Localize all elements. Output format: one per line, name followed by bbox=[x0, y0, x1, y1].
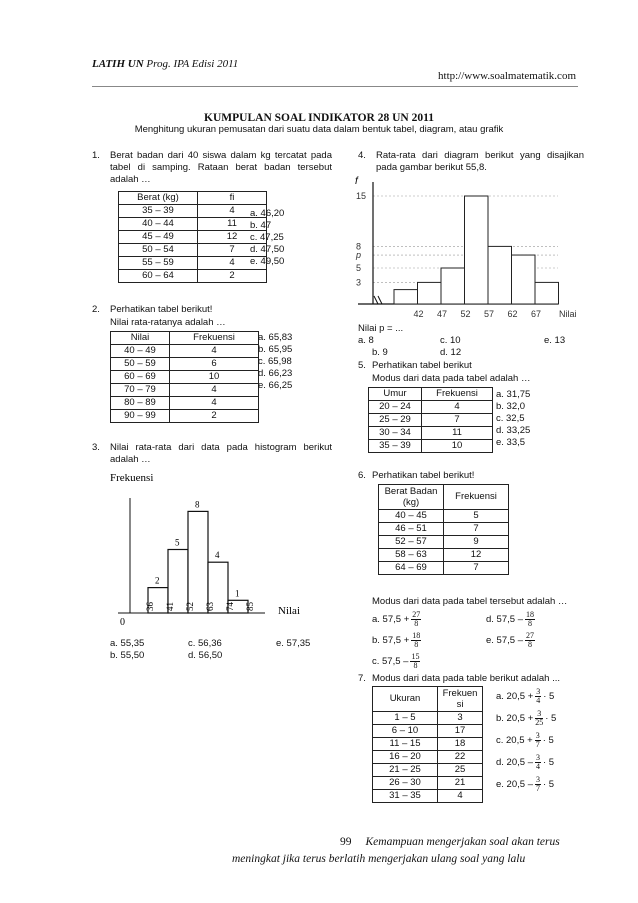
q4-bar bbox=[441, 268, 465, 304]
fraction-denominator: 25 bbox=[535, 718, 544, 727]
q2-options bbox=[258, 332, 292, 392]
q6-option-d[interactable] bbox=[486, 611, 537, 628]
header-left: LATIH UN Prog. IPA Edisi 2011 bbox=[92, 58, 239, 70]
fraction bbox=[411, 611, 421, 628]
option-tail: · 5 bbox=[545, 713, 557, 725]
table-cell: 18 bbox=[438, 738, 483, 751]
q4-histogram bbox=[350, 172, 590, 320]
table-cell: 4 bbox=[438, 790, 483, 803]
option-label: c. 57,5 – bbox=[372, 656, 409, 668]
option-b[interactable]: b. 47 bbox=[250, 220, 272, 231]
q4-y-tick: 3 bbox=[356, 277, 362, 288]
table-cell: 50 – 59 bbox=[111, 358, 170, 371]
q1-header-berat: Berat (kg) bbox=[119, 192, 198, 205]
option-d[interactable]: d. 33,25 bbox=[496, 425, 531, 436]
q3-bar-label: 8 bbox=[195, 499, 200, 510]
q6-option-a[interactable] bbox=[372, 611, 423, 628]
q3-options-col2 bbox=[188, 638, 222, 662]
q7-option-a[interactable] bbox=[496, 688, 554, 705]
option-label: d. 57,5 – bbox=[486, 614, 523, 626]
table-cell: 4 bbox=[170, 384, 259, 397]
q4-ylabel: f bbox=[355, 176, 358, 187]
q3-number: 3. bbox=[92, 442, 100, 453]
q6-header-berat: Berat Badan (kg) bbox=[379, 485, 444, 510]
fraction-numerator: 18 bbox=[412, 631, 421, 640]
q3-x-tick: 41 bbox=[165, 602, 175, 611]
fraction-denominator: 8 bbox=[414, 640, 419, 649]
q3-option-e[interactable]: e. 57,35 bbox=[276, 638, 311, 649]
fraction-denominator: 8 bbox=[527, 619, 532, 628]
q1-options bbox=[250, 208, 284, 268]
option-a[interactable]: a. 65,83 bbox=[258, 332, 293, 343]
q1-header-fi: fi bbox=[198, 192, 267, 205]
option-a[interactable]: a. 55,35 bbox=[110, 638, 145, 649]
option-tail: · 5 bbox=[543, 691, 555, 703]
q1-text: Berat badan dari 40 siswa dalam kg tercatat pada tabel di samping. Rataan berat badan tersebut adalah … bbox=[110, 150, 332, 185]
q3-xlabel: Nilai bbox=[278, 605, 300, 617]
q2-header-nilai: Nilai bbox=[111, 332, 170, 345]
page-subtitle: Menghitung ukuran pemusatan dari suatu data dalam bentuk tabel, diagram, atau grafik bbox=[134, 124, 504, 135]
table-cell: 11 bbox=[198, 218, 267, 231]
q5-header-umur: Umur bbox=[369, 388, 422, 401]
table-cell: 58 – 63 bbox=[379, 549, 444, 562]
table-cell: 25 bbox=[438, 764, 483, 777]
q3-bar-label: 5 bbox=[175, 537, 180, 548]
table-cell: 1 – 5 bbox=[373, 712, 438, 725]
page-title: KUMPULAN SOAL INDIKATOR 28 UN 2011 bbox=[204, 112, 434, 124]
q3-bar-label: 4 bbox=[215, 550, 220, 561]
option-label: e. 20,5 – bbox=[496, 779, 533, 791]
fraction-denominator: 8 bbox=[413, 661, 418, 670]
q3-x-tick: 52 bbox=[185, 602, 195, 611]
table-cell: 4 bbox=[198, 257, 267, 270]
header-url[interactable]: http://www.soalmatematik.com bbox=[438, 70, 576, 82]
option-e[interactable]: e. 33,5 bbox=[496, 437, 526, 448]
option-a[interactable]: a. 46,20 bbox=[250, 208, 285, 219]
q3-text: Nilai rata-rata dari data pada histogram berikut adalah … bbox=[110, 442, 332, 465]
table-cell: 60 – 64 bbox=[119, 270, 198, 283]
table-cell: 7 bbox=[422, 414, 493, 427]
table-cell: 7 bbox=[198, 244, 267, 257]
table-cell: 7 bbox=[444, 562, 509, 575]
q1-number: 1. bbox=[92, 150, 100, 161]
q6-question: Modus dari data pada tabel tersebut adalah … bbox=[372, 596, 568, 607]
q6-text: Perhatikan tabel berikut! bbox=[372, 470, 475, 481]
option-d[interactable]: d. 47,50 bbox=[250, 244, 285, 255]
table-cell: 40 – 44 bbox=[119, 218, 198, 231]
q3-bar-label: 2 bbox=[155, 575, 160, 586]
footer-line2: meningkat jika terus berlatih mengerjakan ulang soal yang lalu bbox=[232, 853, 526, 865]
table-cell: 10 bbox=[422, 440, 493, 453]
table-cell: 46 – 51 bbox=[379, 523, 444, 536]
table-cell: 4 bbox=[170, 397, 259, 410]
table-cell: 17 bbox=[438, 725, 483, 738]
table-cell: 12 bbox=[444, 549, 509, 562]
q2-text2: Nilai rata-ratanya adalah … bbox=[110, 317, 226, 328]
fraction bbox=[535, 776, 541, 793]
q7-option-d[interactable] bbox=[496, 754, 554, 771]
q4-y-tick: 15 bbox=[356, 191, 367, 201]
option-tail: · 5 bbox=[542, 779, 555, 791]
q7-option-e[interactable] bbox=[496, 776, 554, 793]
q4-x-tick: 52 bbox=[460, 309, 471, 319]
table-cell: 45 – 49 bbox=[119, 231, 198, 244]
fraction-denominator: 4 bbox=[535, 762, 540, 771]
q6-option-b[interactable] bbox=[372, 632, 423, 649]
table-cell: 5 bbox=[444, 510, 509, 523]
table-cell: 16 – 20 bbox=[373, 751, 438, 764]
option-e[interactable]: e. 49,50 bbox=[250, 256, 285, 267]
q4-option-c[interactable]: c. 10 bbox=[440, 335, 461, 346]
q4-x-tick: 42 bbox=[413, 309, 424, 319]
option-tail: · 5 bbox=[542, 735, 554, 747]
fraction-numerator: 18 bbox=[525, 610, 534, 619]
q4-axis-break-icon bbox=[374, 296, 382, 304]
option-label: b. 57,5 + bbox=[372, 635, 410, 647]
table-cell: 4 bbox=[170, 345, 259, 358]
table-cell: 4 bbox=[198, 205, 267, 218]
fraction-numerator: 3 bbox=[535, 731, 540, 740]
fraction-denominator: 8 bbox=[527, 640, 532, 649]
table-cell: 25 – 29 bbox=[369, 414, 422, 427]
table-cell: 4 bbox=[422, 401, 493, 414]
table-cell: 6 – 10 bbox=[373, 725, 438, 738]
fraction-denominator: 7 bbox=[535, 740, 540, 749]
table-cell: 21 bbox=[438, 777, 483, 790]
q4-x-tick: 57 bbox=[484, 309, 495, 319]
q4-x-tick: 47 bbox=[437, 309, 448, 319]
q6-option-e[interactable] bbox=[486, 632, 537, 649]
q4-y-tick: 8 bbox=[356, 241, 362, 252]
q7-option-c[interactable] bbox=[496, 732, 554, 749]
q3-histogram bbox=[100, 468, 340, 633]
fraction bbox=[525, 611, 535, 628]
fraction-denominator: 8 bbox=[414, 619, 419, 628]
option-label: a. 57,5 + bbox=[372, 614, 410, 626]
q5-text: Perhatikan tabel berikut bbox=[372, 360, 472, 371]
q4-bar bbox=[488, 246, 512, 304]
q4-y-tick: 5 bbox=[356, 263, 362, 273]
q4-text: Rata-rata dari diagram berikut yang disajikan pada gambar berikut 55,8. bbox=[376, 150, 584, 173]
table-cell: 50 – 54 bbox=[119, 244, 198, 257]
q1-table bbox=[118, 191, 267, 283]
option-label: c. 20,5 + bbox=[496, 735, 533, 747]
q3-x-tick: 63 bbox=[205, 602, 215, 611]
fraction-denominator: 4 bbox=[536, 696, 541, 705]
q5-options bbox=[496, 389, 530, 449]
q3-x-tick: 85 bbox=[245, 602, 255, 611]
q4-bar bbox=[535, 282, 559, 304]
q2-table bbox=[110, 331, 259, 423]
table-cell: 60 – 69 bbox=[111, 371, 170, 384]
q4-question: Nilai p = ... bbox=[358, 323, 404, 334]
table-cell: 90 – 99 bbox=[111, 410, 170, 423]
option-label: e. 57,5 – bbox=[486, 635, 523, 647]
header-divider bbox=[92, 86, 578, 87]
q4-y-tick: p bbox=[356, 250, 362, 261]
table-cell: 20 – 24 bbox=[369, 401, 422, 414]
q6-option-c[interactable] bbox=[372, 653, 422, 670]
footer-text-1: Kemampuan mengerjakan soal akan terus bbox=[365, 836, 560, 848]
table-cell: 22 bbox=[438, 751, 483, 764]
option-tail: · 5 bbox=[542, 757, 555, 769]
table-cell: 35 – 39 bbox=[369, 440, 422, 453]
footer-line1 bbox=[340, 836, 560, 848]
q6-table bbox=[378, 484, 509, 575]
q3-x-tick: 36 bbox=[145, 602, 155, 611]
table-cell: 6 bbox=[170, 358, 259, 371]
option-d[interactable]: d. 56,50 bbox=[188, 650, 223, 661]
q7-option-b[interactable] bbox=[496, 710, 556, 727]
option-b[interactable]: b. 65,95 bbox=[258, 344, 293, 355]
q7-header-frekuensi: Frekuensi bbox=[438, 687, 483, 712]
fraction bbox=[411, 632, 421, 649]
q4-bar bbox=[512, 255, 536, 304]
table-cell: 31 – 35 bbox=[373, 790, 438, 803]
fraction bbox=[410, 653, 420, 670]
fraction bbox=[535, 754, 541, 771]
q7-number: 7. bbox=[358, 673, 366, 684]
q4-bar bbox=[465, 196, 489, 304]
page-number: 99 bbox=[340, 836, 352, 848]
option-label: d. 20,5 – bbox=[496, 757, 533, 769]
table-cell: 12 bbox=[198, 231, 267, 244]
q6-number: 6. bbox=[358, 470, 366, 481]
fraction-numerator: 15 bbox=[411, 652, 420, 661]
table-cell: 40 – 45 bbox=[379, 510, 444, 523]
q7-text: Modus dari data pada table berikut adalah ... bbox=[372, 673, 561, 684]
option-b[interactable]: b. 32,0 bbox=[496, 401, 526, 412]
option-c[interactable]: c. 47,25 bbox=[250, 232, 284, 243]
table-cell: 26 – 30 bbox=[373, 777, 438, 790]
q4-option-b[interactable]: b. 9 bbox=[372, 347, 388, 358]
q4-option-e[interactable]: e. 13 bbox=[544, 335, 566, 346]
table-cell: 2 bbox=[198, 270, 267, 283]
table-cell: 40 – 49 bbox=[111, 345, 170, 358]
option-e[interactable]: e. 66,25 bbox=[258, 380, 293, 391]
q2-number: 2. bbox=[92, 304, 100, 315]
q6-header-frekuensi: Frekuensi bbox=[444, 485, 509, 510]
option-label: a. 20,5 + bbox=[496, 691, 534, 703]
table-cell: 2 bbox=[170, 410, 259, 423]
q4-option-a[interactable]: a. 8 bbox=[358, 335, 374, 346]
q4-bar bbox=[394, 290, 418, 304]
q2-text: Perhatikan tabel berikut! bbox=[110, 304, 213, 315]
q2-header-frekuensi: Frekuensi bbox=[170, 332, 259, 345]
table-cell: 10 bbox=[170, 371, 259, 384]
fraction-numerator: 3 bbox=[535, 775, 540, 784]
table-cell: 70 – 79 bbox=[111, 384, 170, 397]
q5-header-frekuensi: Frekuensi bbox=[422, 388, 493, 401]
q7-table bbox=[372, 686, 483, 803]
fraction-numerator: 27 bbox=[412, 610, 421, 619]
option-label: b. 20,5 + bbox=[496, 713, 534, 725]
q5-text2: Modus dari data pada tabel adalah … bbox=[372, 373, 531, 384]
q3-options-col1 bbox=[110, 638, 144, 662]
fraction-denominator: 7 bbox=[535, 784, 540, 793]
q7-header-ukuran: Ukuran bbox=[373, 687, 438, 712]
fraction bbox=[525, 632, 535, 649]
option-a[interactable]: a. 31,75 bbox=[496, 389, 531, 400]
q4-xlabel: Nilai bbox=[559, 309, 577, 319]
fraction bbox=[535, 710, 543, 727]
option-c[interactable]: c. 65,98 bbox=[258, 356, 292, 367]
table-cell: 11 bbox=[422, 427, 493, 440]
fraction-numerator: 3 bbox=[536, 687, 541, 696]
q4-x-tick: 67 bbox=[531, 309, 542, 319]
table-cell: 80 – 89 bbox=[111, 397, 170, 410]
q5-number: 5. bbox=[358, 360, 366, 371]
table-cell: 64 – 69 bbox=[379, 562, 444, 575]
option-d[interactable]: d. 66,23 bbox=[258, 368, 293, 379]
q5-table bbox=[368, 387, 493, 453]
q3-origin: 0 bbox=[120, 617, 125, 628]
option-b[interactable]: b. 55,50 bbox=[110, 650, 145, 661]
table-cell: 30 – 34 bbox=[369, 427, 422, 440]
q4-option-d[interactable]: d. 12 bbox=[440, 347, 462, 358]
table-cell: 3 bbox=[438, 712, 483, 725]
fraction-numerator: 3 bbox=[535, 753, 540, 762]
q4-bar bbox=[418, 282, 442, 304]
table-cell: 11 – 15 bbox=[373, 738, 438, 751]
fraction-numerator: 27 bbox=[525, 631, 534, 640]
option-c[interactable]: c. 32,5 bbox=[496, 413, 525, 424]
table-cell: 21 – 25 bbox=[373, 764, 438, 777]
fraction bbox=[535, 688, 541, 705]
option-c[interactable]: c. 56,36 bbox=[188, 638, 222, 649]
table-cell: 7 bbox=[444, 523, 509, 536]
q3-ylabel: Frekuensi bbox=[110, 472, 154, 484]
fraction bbox=[535, 732, 541, 749]
q3-x-tick: 74 bbox=[225, 602, 235, 611]
table-cell: 55 – 59 bbox=[119, 257, 198, 270]
q3-bar-label: 1 bbox=[235, 588, 240, 599]
fraction-numerator: 3 bbox=[537, 709, 542, 718]
table-cell: 35 – 39 bbox=[119, 205, 198, 218]
q3-bar bbox=[188, 511, 208, 613]
table-cell: 52 – 57 bbox=[379, 536, 444, 549]
q4-x-tick: 62 bbox=[507, 309, 518, 319]
table-cell: 9 bbox=[444, 536, 509, 549]
q4-number: 4. bbox=[358, 150, 366, 161]
